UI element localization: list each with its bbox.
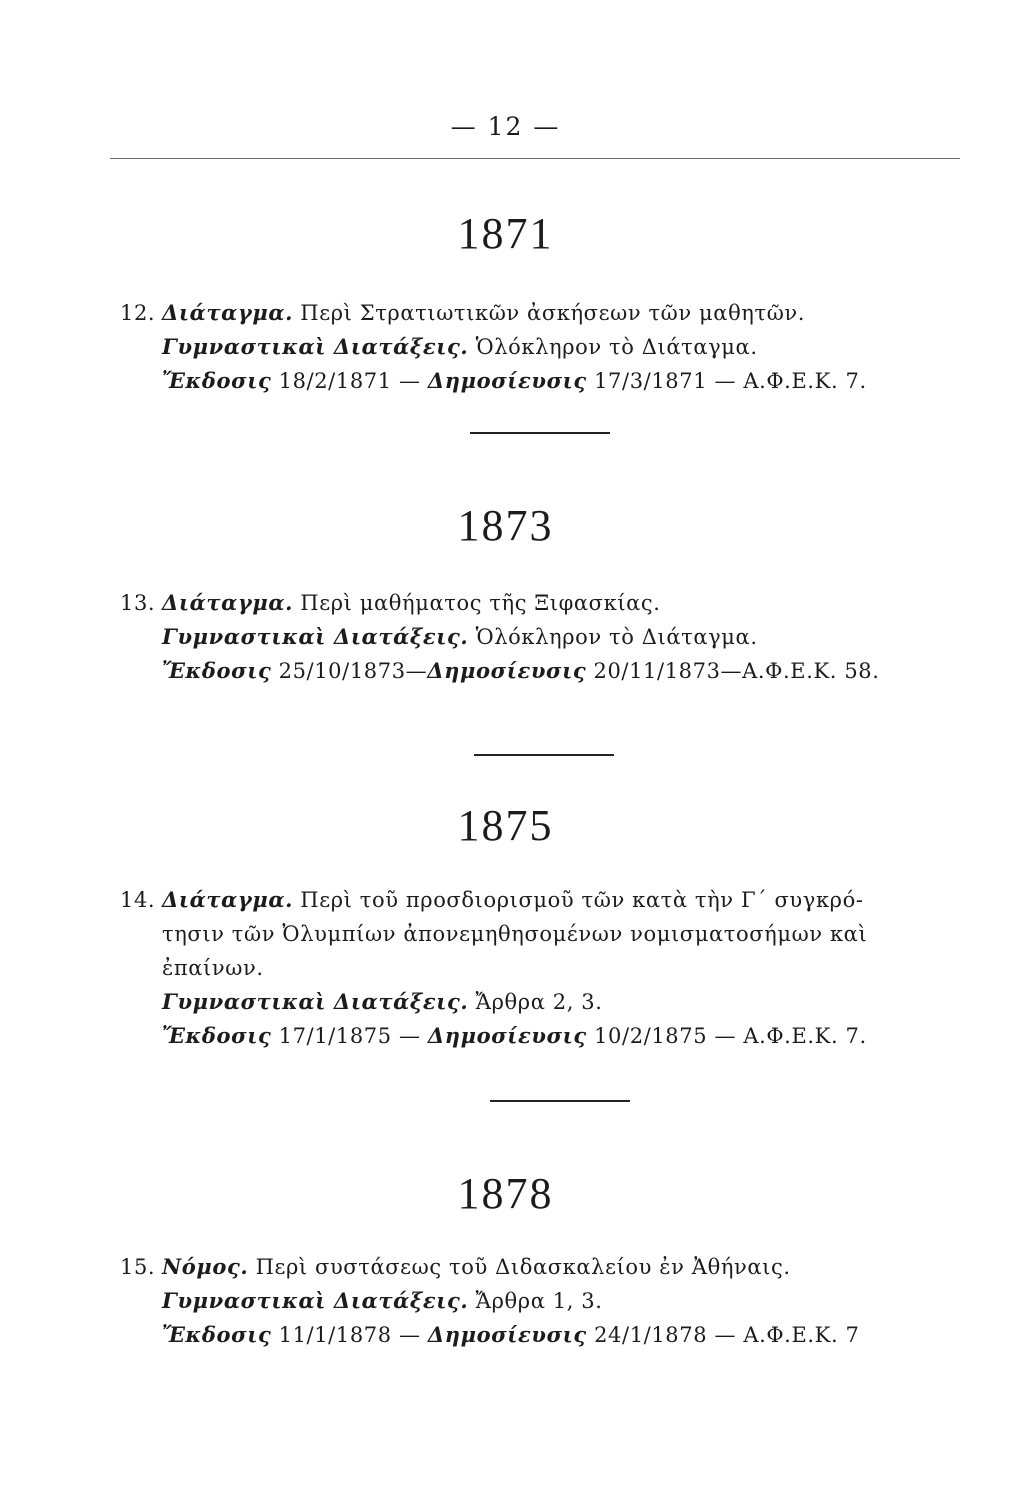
entry-source-line [120, 985, 960, 1019]
entry-issue-line [120, 1019, 960, 1053]
issue-label: Ἔκδοσις [162, 368, 272, 393]
section-divider [490, 1100, 630, 1102]
entry-number: 12. [120, 301, 156, 325]
entry-title-line [120, 1250, 960, 1284]
entry-issue-line [120, 364, 960, 398]
issue-date: 11/1/1878 — [278, 1323, 421, 1347]
source-label: Γυμναστικαὶ Διατάξεις. [162, 624, 469, 649]
entry-subject: Περὶ Στρατιωτικῶν ἀσκήσεων τῶν μαθητῶν. [300, 301, 806, 325]
header-rule [110, 158, 960, 159]
page-number: — 12 — [450, 112, 561, 141]
entry-subject-continued: τησιν τῶν Ὀλυμπίων ἀπονεμηθησομένων νομισματοσήμων καὶ [162, 922, 868, 946]
entry-number: 15. [120, 1255, 156, 1279]
entry-12 [120, 296, 960, 398]
entry-13 [120, 586, 960, 688]
publication-value: 24/1/1878 — Α.Φ.Ε.Κ. 7 [594, 1323, 860, 1347]
entry-title-line [120, 296, 960, 330]
entry-type: Διάταγμα. [162, 300, 294, 325]
section-divider [470, 432, 610, 434]
source-value: Ἄρθρα 1, 3. [475, 1289, 603, 1313]
entry-15 [120, 1250, 960, 1352]
entry-subject: Περὶ μαθήματος τῆς Ξιφασκίας. [300, 591, 661, 615]
issue-label: Ἔκδοσις [162, 658, 272, 683]
year-heading: 1875 [457, 801, 554, 850]
year-heading: 1878 [457, 1169, 554, 1218]
entry-subject-continued: ἐπαίνων. [162, 956, 264, 980]
entry-type: Διάταγμα. [162, 887, 294, 912]
source-label: Γυμναστικαὶ Διατάξεις. [162, 334, 469, 359]
issue-date: 25/10/1873— [278, 659, 428, 683]
entry-source-line [120, 620, 960, 654]
entry-title-line [120, 586, 960, 620]
publication-value: 17/3/1871 — Α.Φ.Ε.Κ. 7. [594, 369, 867, 393]
entry-14 [120, 883, 960, 1053]
source-value: Ὁλόκληρον τὸ Διάταγμα. [475, 625, 758, 649]
entry-number: 13. [120, 591, 156, 615]
entry-type: Νόμος. [162, 1254, 249, 1279]
issue-label: Ἔκδοσις [162, 1322, 272, 1347]
source-value: Ὁλόκληρον τὸ Διάταγμα. [475, 335, 758, 359]
entry-type: Διάταγμα. [162, 590, 294, 615]
publication-value: 10/2/1875 — Α.Φ.Ε.Κ. 7. [594, 1024, 867, 1048]
issue-date: 17/1/1875 — [278, 1024, 421, 1048]
publication-label: Δημοσίευσις [427, 1322, 587, 1347]
year-heading: 1871 [457, 209, 554, 258]
issue-date: 18/2/1871 — [278, 369, 421, 393]
entry-subject: Περὶ τοῦ προσδιορισμοῦ τῶν κατὰ τὴν Γ΄ συγκρό- [300, 888, 864, 912]
source-value: Ἄρθρα 2, 3. [475, 990, 603, 1014]
publication-label: Δημοσίευσις [427, 368, 587, 393]
source-label: Γυμναστικαὶ Διατάξεις. [162, 989, 469, 1014]
entry-issue-line [120, 654, 960, 688]
source-label: Γυμναστικαὶ Διατάξεις. [162, 1288, 469, 1313]
publication-label: Δημοσίευσις [427, 658, 587, 683]
entry-source-line [120, 330, 960, 364]
publication-label: Δημοσίευσις [427, 1023, 587, 1048]
entry-title-line [120, 883, 960, 917]
entry-number: 14. [120, 888, 156, 912]
issue-label: Ἔκδοσις [162, 1023, 272, 1048]
entry-source-line [120, 1284, 960, 1318]
publication-value: 20/11/1873—Α.Φ.Ε.Κ. 58. [593, 659, 880, 683]
year-heading: 1873 [457, 501, 554, 550]
entry-issue-line [120, 1318, 960, 1352]
section-divider [474, 754, 614, 756]
entry-subject: Περὶ συστάσεως τοῦ Διδασκαλείου ἐν Ἀθήναις. [255, 1255, 791, 1279]
